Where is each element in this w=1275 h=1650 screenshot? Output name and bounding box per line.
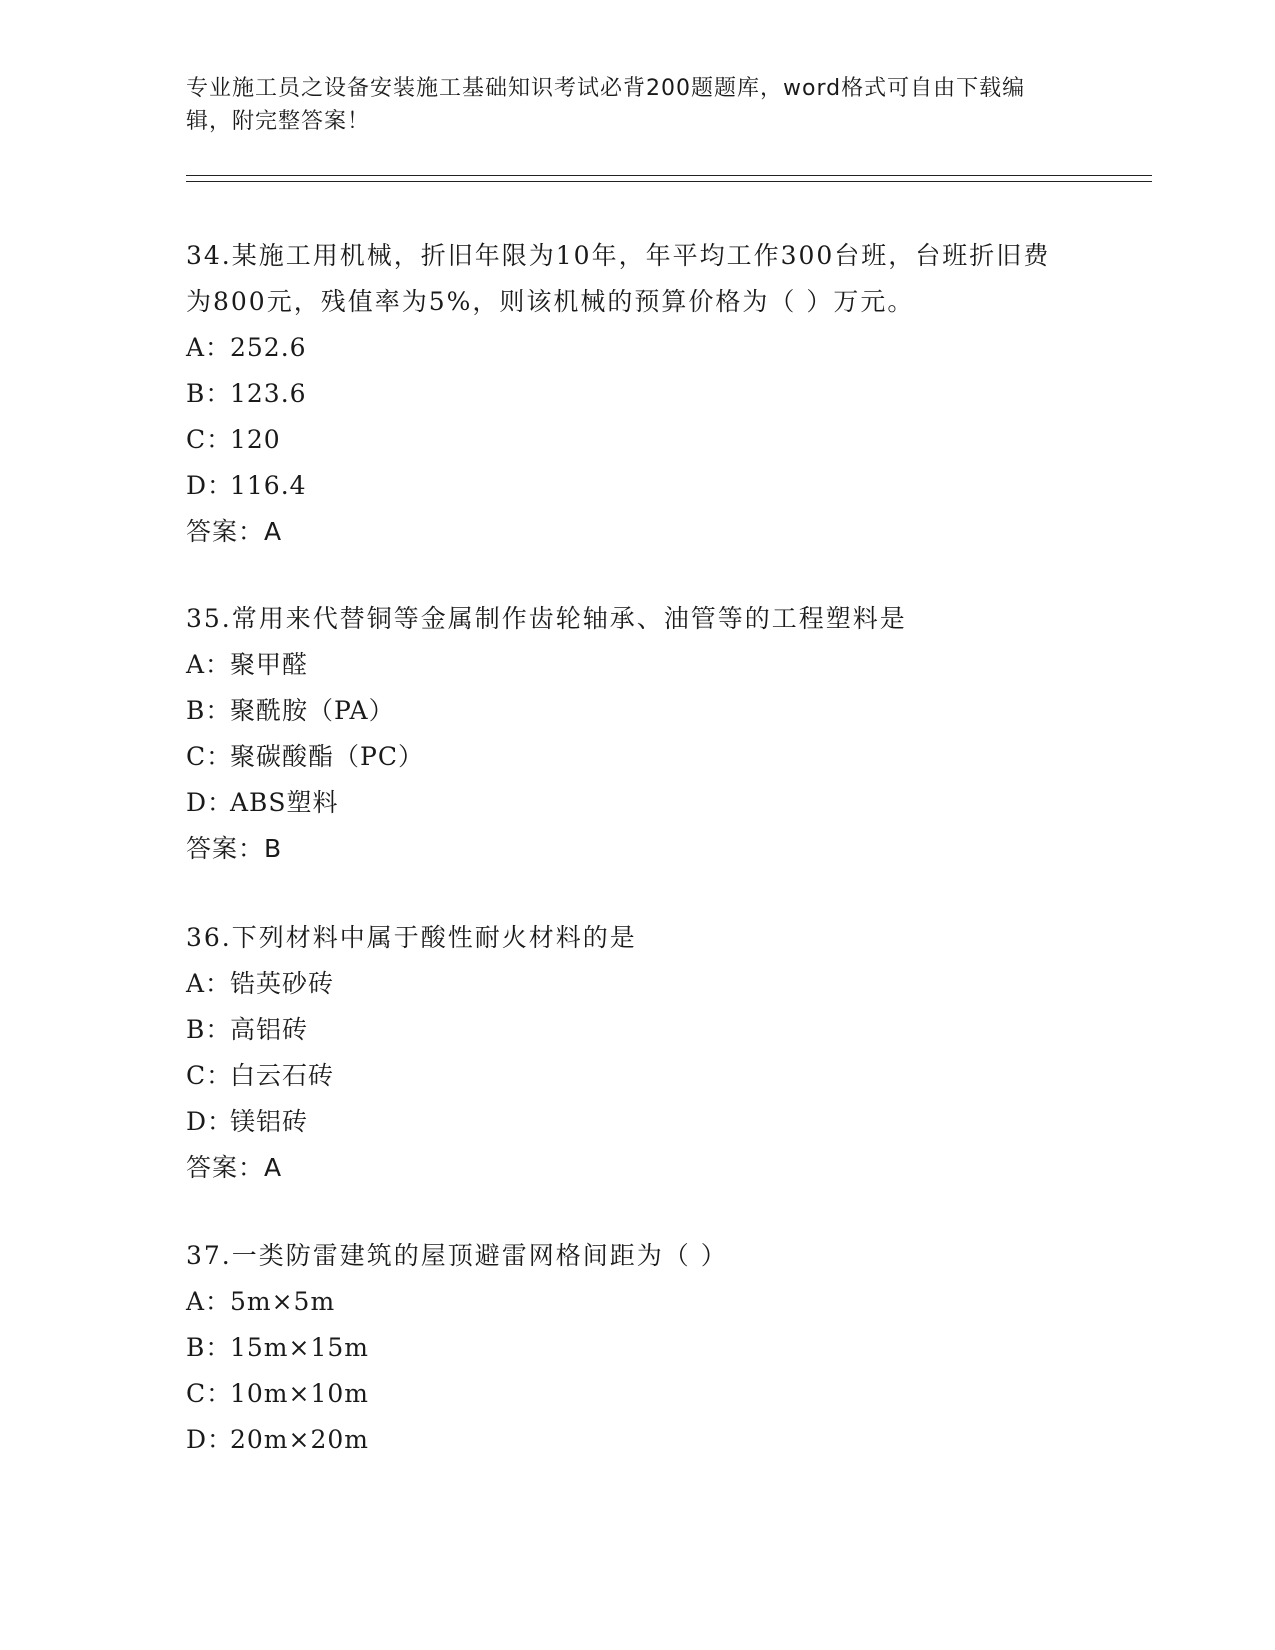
option-label: D： [186,788,234,817]
option-c [186,417,1066,463]
option-c [186,734,1066,780]
option-text: 10m×10m [230,1379,369,1408]
option-text: ABS塑料 [230,788,339,817]
option-text: 5m×5m [230,1287,336,1316]
question-stem: 37.一类防雷建筑的屋顶避雷网格间距为（ ） [186,1241,728,1270]
option-d [186,1417,1066,1463]
option-d [186,463,1066,509]
option-text: 20m×20m [230,1425,369,1454]
option-text: 252.6 [230,333,307,362]
option-text: 高铝砖 [230,1015,309,1044]
option-label: A： [186,650,232,679]
question-stem: 36.下列材料中属于酸性耐火材料的是 [186,923,637,952]
option-label: B： [186,1333,232,1362]
option-b [186,1007,1066,1053]
question-35 [186,596,1066,872]
option-b [186,688,1066,734]
header-divider-top [186,175,1152,176]
option-text: 123.6 [230,379,307,408]
option-text: 镁铝砖 [230,1107,309,1136]
question-34 [186,233,1066,555]
header-divider-bottom [186,181,1152,182]
option-c [186,1053,1066,1099]
option-label: D： [186,1107,234,1136]
option-label: B： [186,696,232,725]
answer: 答案：B [186,834,283,863]
option-text: 116.4 [230,471,307,500]
option-d [186,1099,1066,1145]
question-37 [186,1233,1066,1463]
option-b [186,371,1066,417]
option-text: 白云石砖 [230,1061,335,1090]
option-label: B： [186,1015,232,1044]
option-label: C： [186,1379,233,1408]
option-text: 聚酰胺（PA） [230,696,395,725]
document-header: 专业施工员之设备安装施工基础知识考试必背200题题库，word格式可自由下载编辑，附完整答案！ [186,76,1026,134]
option-label: D： [186,1425,234,1454]
option-a [186,961,1066,1007]
option-label: C： [186,1061,233,1090]
question-36 [186,915,1066,1191]
option-label: A： [186,333,232,362]
answer: 答案：A [186,1153,283,1182]
option-text: 15m×15m [230,1333,369,1362]
option-label: B： [186,379,232,408]
option-text: 锆英砂砖 [230,969,335,998]
option-a [186,642,1066,688]
option-d [186,780,1066,826]
option-text: 120 [230,425,281,454]
question-stem: 34.某施工用机械，折旧年限为10年，年平均工作300台班，台班折旧费为800元，残值率为5%，则该机械的预算价格为（ ）万元。 [186,241,1051,316]
option-label: D： [186,471,234,500]
option-label: C： [186,425,233,454]
option-a [186,325,1066,371]
option-label: A： [186,1287,232,1316]
option-a [186,1279,1066,1325]
option-text: 聚甲醛 [230,650,309,679]
answer: 答案：A [186,517,283,546]
option-label: C： [186,742,233,771]
option-label: A： [186,969,232,998]
option-text: 聚碳酸酯（PC） [230,742,424,771]
question-stem: 35.常用来代替铜等金属制作齿轮轴承、油管等的工程塑料是 [186,604,907,633]
option-b [186,1325,1066,1371]
option-c [186,1371,1066,1417]
